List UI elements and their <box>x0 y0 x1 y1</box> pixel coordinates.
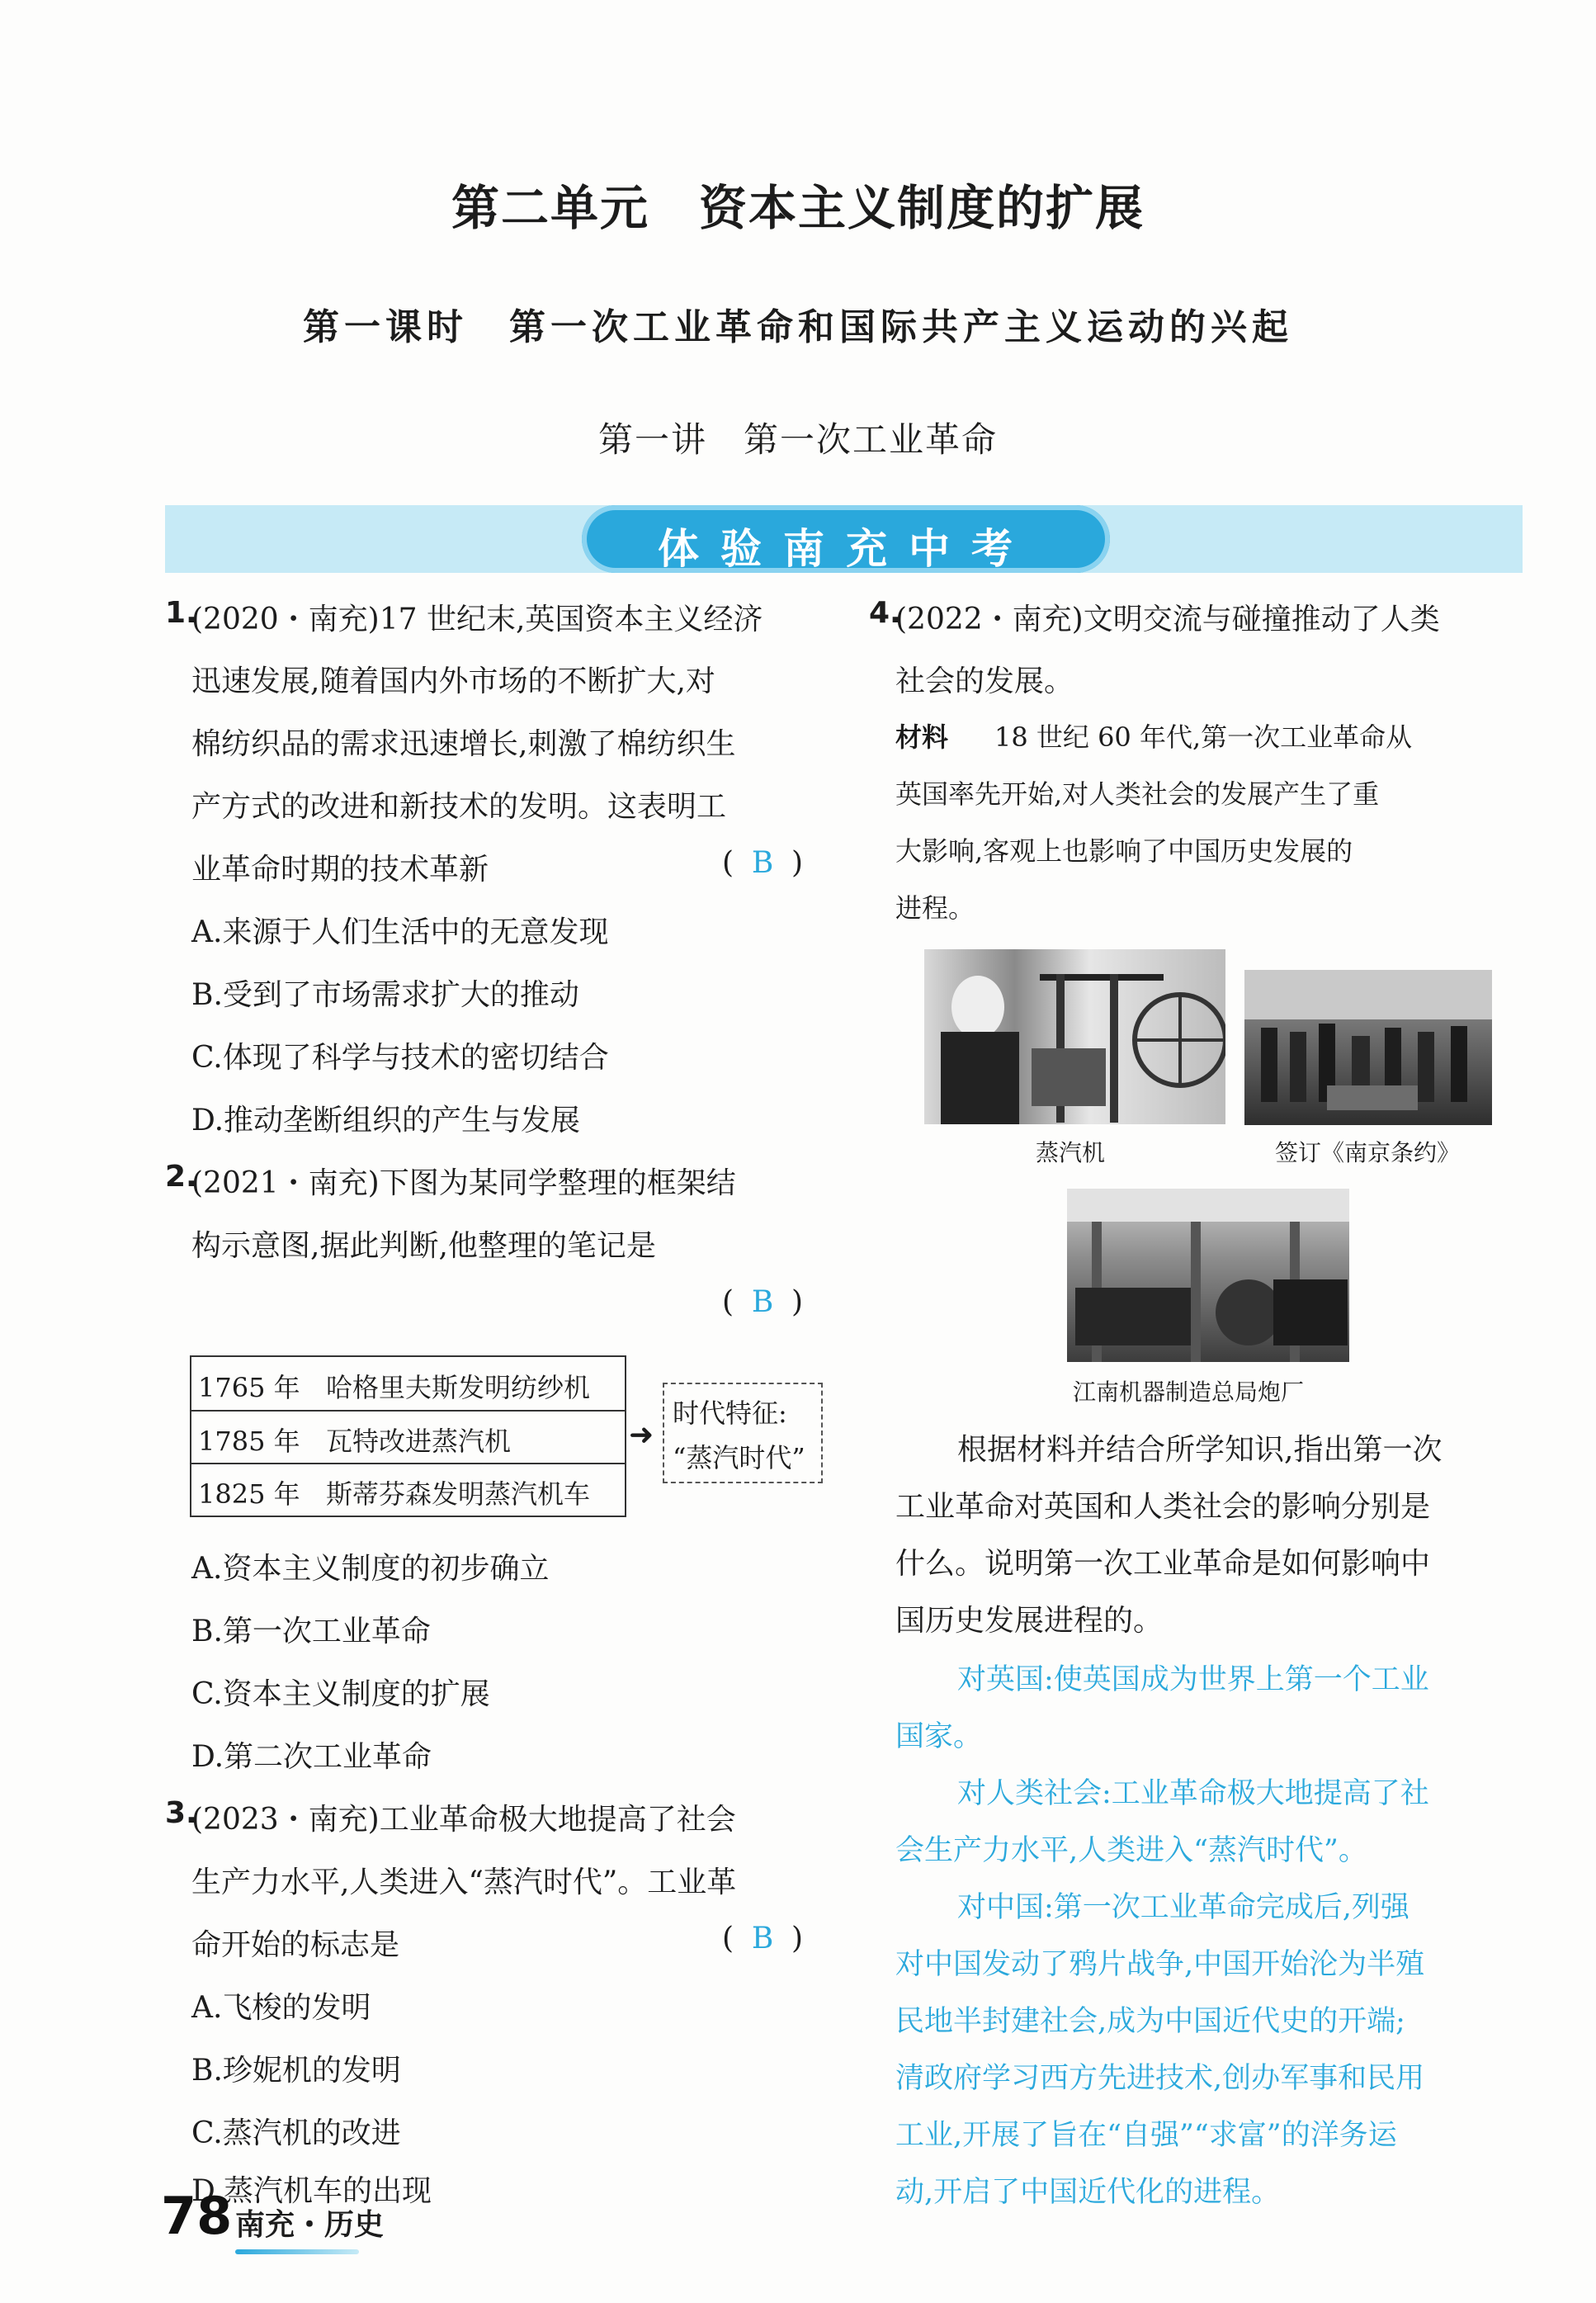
steam-engine-photo <box>924 949 1225 1124</box>
answer-bracket: ( B ) <box>722 846 804 880</box>
question-text-line: 迅速发展,随着国内外市场的不断扩大,对 <box>191 664 715 698</box>
caption-steam-engine: 蒸汽机 <box>1036 1139 1106 1166</box>
question-text-line: 命开始的标志是 <box>191 1928 400 1962</box>
lesson-title: 第一课时 第一次工业革命和国际共产主义运动的兴起 <box>303 306 1293 348</box>
material-text-line: 进程。 <box>895 892 975 924</box>
question-number: 2. <box>165 1160 197 1194</box>
question-text-line: (2022・南充)文明交流与碰撞推动了人类 <box>895 603 1440 636</box>
answer-letter: B <box>751 1922 774 1955</box>
lecture-title: 第一讲 第一次工业革命 <box>597 419 998 460</box>
caption-treaty: 签订《南京条约》 <box>1275 1139 1461 1166</box>
answer-line: 清政府学习西方先进技术,创办军事和民用 <box>895 2062 1425 2095</box>
answer-letter: B <box>751 1285 774 1319</box>
question-text-line: 什么。说明第一次工业革命是如何影响中 <box>895 1547 1431 1581</box>
question-number: 1. <box>165 596 197 630</box>
caption-arsenal: 江南机器制造总局炮厂 <box>1073 1378 1305 1406</box>
answer-line: 民地半封建社会,成为中国近代史的开端; <box>895 2005 1405 2038</box>
question-text-line: 根据材料并结合所学知识,指出第一次 <box>957 1433 1443 1467</box>
question-text-line: 生产力水平,人类进入“蒸汽时代”。工业革 <box>191 1866 737 1899</box>
table-row <box>198 1421 512 1459</box>
question-text-line: 工业革命对英国和人类社会的影响分别是 <box>895 1490 1431 1524</box>
answer-line: 国家。 <box>895 1720 983 1753</box>
table-event: 斯蒂芬森发明蒸汽机车 <box>326 1478 591 1510</box>
material-text-line: 18 世纪 60 年代,第一次工业革命从 <box>994 721 1413 753</box>
question-number: 3. <box>165 1796 197 1830</box>
option: B.第一次工业革命 <box>191 1615 431 1648</box>
material-text-line: 英国率先开始,对人类社会的发展产生了重 <box>895 778 1380 810</box>
option: A.资本主义制度的初步确立 <box>191 1552 550 1586</box>
answer-line: 对中国发动了鸦片战争,中国开始沦为半殖 <box>895 1948 1425 1981</box>
arsenal-illustration <box>1067 1189 1349 1362</box>
treaty-signing-photo <box>1244 970 1492 1125</box>
arsenal-photo <box>1067 1189 1349 1362</box>
option: A.来源于人们生活中的无意发现 <box>191 915 609 949</box>
table-year: 1825 年 <box>198 1478 300 1510</box>
table-divider <box>191 1410 625 1412</box>
question-text-line: (2020・南充)17 世纪末,英国资本主义经济 <box>191 603 763 636</box>
question-text-line: 棉纺织品的需求迅速增长,刺激了棉纺织生 <box>191 727 736 761</box>
answer-bracket: ( B ) <box>722 1285 804 1319</box>
option: C.蒸汽机的改进 <box>191 2116 401 2150</box>
option: D.第二次工业革命 <box>191 1740 432 1774</box>
question-text-line: 社会的发展。 <box>895 664 1074 698</box>
question-text-line: (2023・南充)工业革命极大地提高了社会 <box>191 1803 736 1837</box>
era-feature-box <box>663 1383 823 1483</box>
table-row <box>198 1367 591 1405</box>
answer-line: 动,开启了中国近代化的进程。 <box>895 2176 1281 2209</box>
question-text-line: 产方式的改进和新技术的发明。这表明工 <box>191 790 727 824</box>
material-text-line: 大影响,客观上也影响了中国历史发展的 <box>895 835 1353 867</box>
question-text-line: 国历史发展进程的。 <box>895 1604 1164 1638</box>
option: B.受到了市场需求扩大的推动 <box>191 978 579 1012</box>
answer-letter: B <box>751 846 774 880</box>
table-event: 瓦特改进蒸汽机 <box>326 1426 512 1457</box>
unit-title: 第二单元 资本主义制度的扩展 <box>451 180 1145 236</box>
answer-line: 对中国:第一次工业革命完成后,列强 <box>957 1891 1409 1924</box>
answer-line: 会生产力水平,人类进入“蒸汽时代”。 <box>895 1834 1367 1867</box>
timeline-table <box>190 1355 626 1517</box>
option: C.体现了科学与技术的密切结合 <box>191 1041 609 1075</box>
treaty-signing-illustration <box>1244 970 1492 1125</box>
question-text-line: 业革命时期的技术革新 <box>191 853 489 887</box>
table-year: 1765 年 <box>198 1372 300 1403</box>
question-number: 4. <box>869 596 901 630</box>
steam-engine-illustration <box>924 949 1225 1124</box>
answer-bracket: ( B ) <box>722 1922 804 1955</box>
era-feature-label: 时代特征: <box>673 1397 787 1429</box>
table-row <box>198 1473 591 1511</box>
page-number: 78 <box>161 2186 233 2246</box>
answer-line: 对英国:使英国成为世界上第一个工业 <box>957 1663 1429 1696</box>
table-divider <box>191 1463 625 1464</box>
question-text-line: (2021・南充)下图为某同学整理的框架结 <box>191 1166 736 1200</box>
question-text-line: 构示意图,据此判断,他整理的笔记是 <box>191 1229 656 1263</box>
table-event: 哈格里夫斯发明纺纱机 <box>326 1372 591 1403</box>
table-year: 1785 年 <box>198 1426 300 1457</box>
answer-line: 对人类社会:工业革命极大地提高了社 <box>957 1777 1429 1810</box>
answer-line: 工业,开展了旨在“自强”“求富”的洋务运 <box>895 2119 1397 2152</box>
footer-accent-bar <box>235 2249 359 2254</box>
material-label: 材料 <box>895 721 949 753</box>
option: D.推动垄断组织的产生与发展 <box>191 1104 581 1137</box>
option: C.资本主义制度的扩展 <box>191 1677 490 1711</box>
section-banner-text: 体验南充中考 <box>658 525 1034 573</box>
option: A.飞梭的发明 <box>191 1991 371 2025</box>
footer-label: 南充・历史 <box>235 2208 385 2242</box>
era-feature-value: “蒸汽时代” <box>673 1442 805 1473</box>
option: B.珍妮机的发明 <box>191 2054 401 2088</box>
arrow-right-icon: ➜ <box>629 1418 654 1452</box>
option: D.蒸汽机车的出现 <box>191 2174 432 2208</box>
